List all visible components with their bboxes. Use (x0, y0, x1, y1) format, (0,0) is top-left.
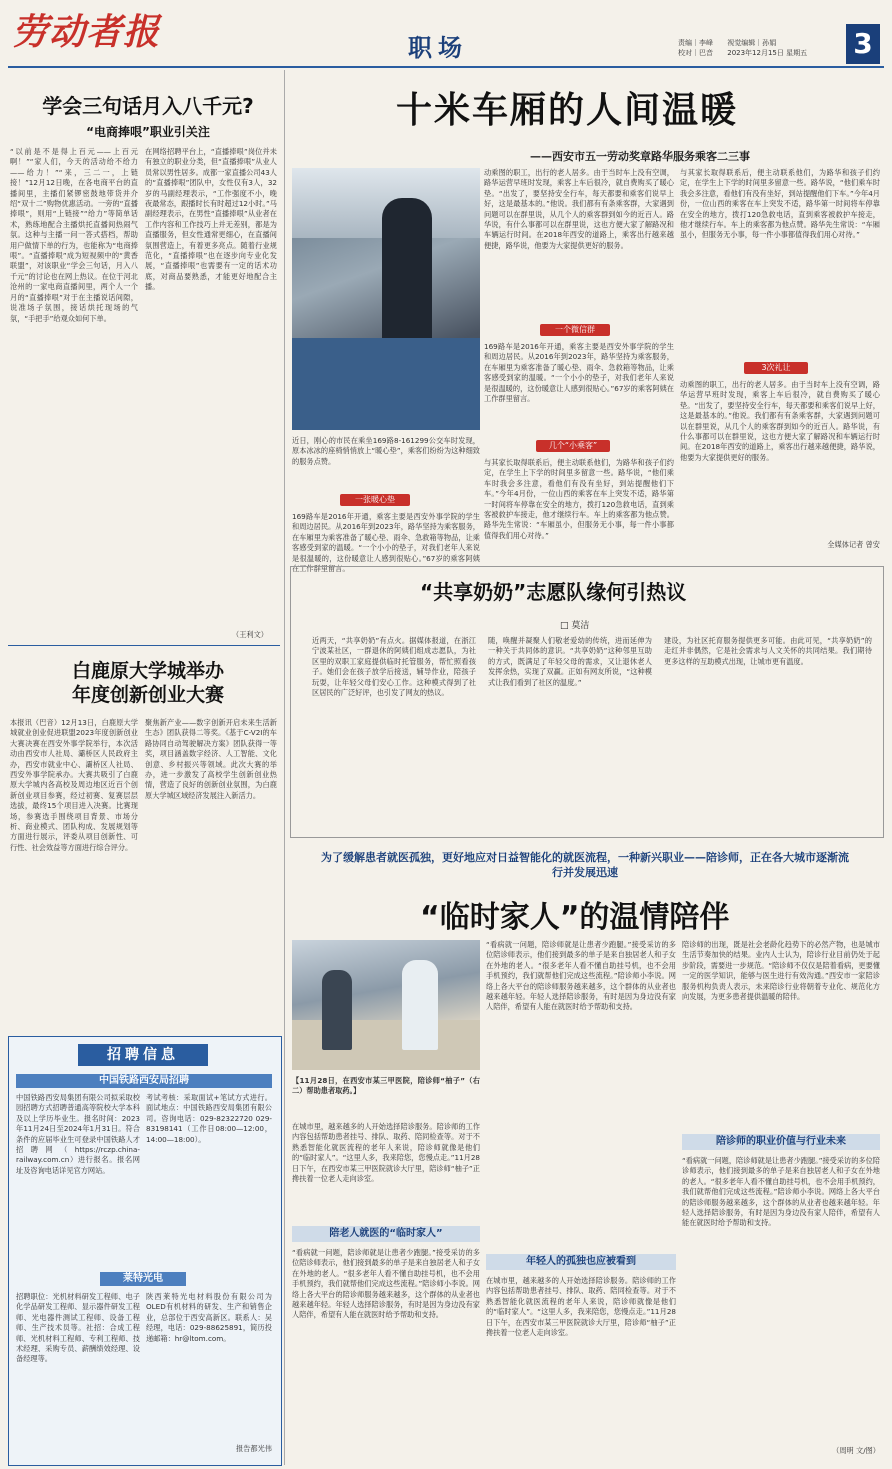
bottom-subhead-3: 陪诊师的职业价值与行业未来 (682, 1134, 880, 1150)
recruit-company2: 莱特光电 (100, 1272, 186, 1286)
top-story-col-a: 169路车是2016年开通，乘客主要是西安外事学院的学生和周边居民。从2016年到2023年，路华坚持为乘客服务，在车厢里为乘客准备了暖心垫、雨伞、急救箱等物品，让乘客感受到家的温暖。“一个小小的垫子，对我们老年人来说是很温暖的，这份暖意让人感到很贴心。”67岁的乘客阿姨在工作群里留言。 (292, 512, 480, 574)
vertical-divider (284, 70, 285, 1465)
masthead-credits: 责编｜李峰 视觉编辑｜孙娟 校对｜巴音 2023年12月15日 星期五 (678, 39, 808, 57)
bottom-story-col-a: 在城市里，越来越多的人开始选择陪诊服务。陪诊师的工作内容包括帮助患者挂号、排队、取药、陪同检查等。对于不熟悉智能化就医流程的老年人来说，陪诊师就像是他们的“临时家人”。“这里人多，我来陪您，您慢点走。”11月28日下午，在西安市某三甲医院就诊大厅里，陪诊师“柚子”正搀扶着一位老人走向诊室。 (292, 1122, 480, 1184)
recruit-body1: 中国铁路西安局集团有限公司拟采取校园招聘方式招聘普通高等院校大学本科及以上学历毕业生。报名时间：2023年11月24日至2024年1月31日。符合条件的应届毕业生可登录中国铁路人才招聘网（https://rczp.china-railway.com.cn）进行报名。报名网址及咨询电话详见官方网站。 (16, 1093, 140, 1175)
editor-name: 李峰 (699, 39, 713, 47)
left-story-body-col2: 在网络招聘平台上，“直播捧哏”岗位并未有独立的职业分类，但“直播捧哏”从业人员常以男性居多。成都一家直播公司43人的“直播捧哏”团队中，女性仅有3人，32岁的马副经理表示，“工作强度不小，晚夜最常态，跟播时长有时超过12小时。”马副经理表示，在男性“直播捧哏”从业者在工作内容和工作技巧上并无差别，都是为直播服务，但女性通常更细心，在直播间氛围营造上，有着更多亮点。随着行业规范化，“直播捧哏”也在逐步向专业化发展，“直播捧哏”也需要有一定的话术功底，对商品要熟悉，才能更好地配合主播。 (145, 147, 277, 292)
proof-label: 校对 (678, 49, 692, 57)
top-story-col-b3: 与其家长取得联系后，便主动联系他们，为路华和孩子们约定，在学生上下学的时间里多留意一些。路华说，“他们乘车时我会多注意，看他们有没有坐好，到站提醒他们下车。”今年4月份，一位山西的乘客在车上突发不适，路华第一时间将车停靠在安全的地方，拨打120急救电话，直到乘客被救护车接走，他才继续行车。车上的乘客都为他点赞。路华先生常说：“车厢虽小，但服务无小事，每一件小事都值得我们用心对待。” (484, 458, 674, 540)
proof-name: 巴音 (699, 49, 713, 57)
masthead-rule (8, 66, 884, 68)
top-story-col-b2: 169路车是2016年开通，乘客主要是西安外事学院的学生和周边居民。从2016年到2023年，路华坚持为乘客服务，在车厢里为乘客准备了暖心垫、雨伞、急救箱等物品，让乘客感受到家的温暖。“一个小小的垫子，对我们老年人来说是很温暖的，这份暖意让人感到很贴心。”67岁的乘客阿姨在工作群里留言。 (484, 342, 674, 404)
middle-story-col-a: 近两天，“共享奶奶”有点火。据媒体报道，在浙江宁波某社区，一群退休的阿姨们组成志愿队，为社区里的双职工家庭提供临时托管服务，帮忙照看孩子。她们会在孩子放学后接送，辅导作业，陪孩子玩耍，让年轻父母们安心工作。这种模式得到了社区居民的广泛好评，也引发了网友的热议。 (312, 636, 476, 698)
top-subhead-1: 一张暖心垫 (340, 494, 410, 506)
bus-photo (292, 168, 480, 430)
bottom-subhead-1: 陪老人就医的“临时家人” (292, 1226, 480, 1242)
left-story2-body-col2: 聚焦新产业——数字创新开启未来生活新生态》团队获得二等奖。《基于C-V2I的车路协同自动驾驶解决方案》团队获得一等奖，项目涵盖数字经济、人工智能、文化创意、乡村振兴等领域。此次大赛的举办，进一步激发了高校学生创新创业热情，营造了良好的创新创业氛围，为白鹿原大学城区域经济发展注入新活力。 (145, 718, 277, 800)
section-title: 职场 (408, 34, 468, 62)
left-story2-title-b: 年度创新创业大赛 (71, 684, 224, 706)
photo-person-1 (322, 970, 352, 1050)
photo-seats (292, 338, 480, 430)
top-story-caption: 近日，刚心的市民在乘坐169路8-161299公交车时发现，原本冰冰的座椅悄悄放上“暖心垫”，乘客们纷纷为这种细致的服务点赞。 (292, 436, 480, 466)
bottom-story-col-a2: “看病就一问题，陪诊师就是让患者少跑腿。”接受采访的多位陪诊师表示，他们接到最多的单子是来自独居老人和子女在外地的老人。“很多老年人看不懂自助挂号机，也不会用手机预约，我们就帮他们完成这些流程。”陪诊师小李说。网络上各大平台的陪诊师服务越来越多，这个群体的从业者也越来越年轻。年轻人选择陪诊服务，有时是因为身边没有家人陪伴，希望有人能在就医时给予帮助和支持。 (292, 1248, 480, 1320)
left-divider-1 (8, 645, 280, 646)
top-story-col-c2: 动乘图的职工，出行的老人居多。由于当时车上没有空调，路华运营早班时发现，乘客上车后很冷，就自费购买了暖心垫。“出发了，要坚持安全行车，每天都要和乘客们说早上好，这是最基本的。”他说。我们都有有条乘客群，大家遇到问题可以在群里说，从几个人的乘客群到如今的近百人。路华说，有什么事都可以在群里说，这也方便大家了解路况和车辆运行时间。在2018年西安的道路上，乘客出行越来越便捷，路华说，他要为大家提供更好的服务。 (680, 380, 880, 462)
photo-counter (292, 1020, 480, 1070)
recruit-body4: 陕西莱特光电材料股份有限公司为OLED有机材料的研发、生产和销售企业，总部位于西安高新区。联系人：吴经理，电话：029-88625891，简历投递邮箱：hr@ltom.com。 (146, 1292, 272, 1343)
bottom-story-col-c2: “看病就一问题，陪诊师就是让患者少跑腿。”接受采访的多位陪诊师表示，他们接到最多的单子是来自独居老人和子女在外地的老人。“很多老年人看不懂自助挂号机，也不会用手机预约，我们就帮他们完成这些流程。”陪诊师小李说。网络上各大平台的陪诊师服务越来越多，这个群体的从业者也越来越年轻。年轻人选择陪诊服务，有时是因为身边没有家人陪伴，希望有人能在就医时给予帮助和支持。 (682, 1156, 880, 1228)
left-story2-title-a: 白鹿原大学城举办 (71, 660, 224, 682)
recruit-company1: 中国铁路西安局招聘 (16, 1074, 272, 1088)
top-story-title: 十米车厢的人间温暖 (396, 90, 739, 131)
left-story-body-col1: “以前是不是得上百元——上百元啊！”“家人们，今天的活动给不给力——给力！”“来，三二一，上链接！”12月12日晚，在各电商平台的直播间里，主播们紧锣密鼓地带货并介绍“双十二”购物优惠活动。一旁的“直播捧哏”，则用“上链接”“给力”等简单话术，熟练地配合主播烘托直播间热闹气氛。这种与主播一问一答式搭档，帮助用户做情下单的行为，也能称为“电商捧哏”。“直播捧哏”成为短视频中的“黄香联盟”，对该职业“学会三句话，月入八千元”的讨论也在网上热议。在位于河北沧州的一家电商直播间里，两个人一个月的“直播捧哏”对于在主播说话间隙，说准场子氛围，接话烘托现场的气氛，“手把手”给观众如何下单。 (10, 147, 138, 323)
design-name: 孙娟 (762, 39, 777, 47)
bottom-story-byline: （周明 文/图） (832, 1446, 880, 1455)
bottom-story-col-c: 陪诊师的出现，既是社会老龄化趋势下的必然产物，也是城市生活节奏加快的结果。业内人士认为，陪诊行业目前仍处于起步阶段，需要进一步规范。“陪诊师不仅仅是陪着看病，更要懂一定的医学知识，能够与医生进行有效沟通。”西安市一家陪诊服务机构负责人表示，未来陪诊行业将朝着专业化、规范化方向发展，为更多患者提供温暖的陪伴。 (682, 940, 880, 1002)
middle-story-col-b: 随，唤醒并凝聚人们敬老爱幼的传统，进而延伸为一种关于共同体的意识。“共享奶奶”这种邻里互助的方式，既满足了年轻父母的需求，又让退休老人发挥余热，实现了双赢。正如有网友所说，“这种模式让我们看到了社区的温度。” (488, 636, 652, 687)
left-story-byline: （王利文） (232, 630, 268, 639)
page-number-box: 3 (846, 24, 880, 64)
editor-label: 责编 (678, 39, 692, 47)
bottom-story-title: “临时家人”的温情陪伴 (420, 900, 730, 935)
middle-story-col-c: 建设，为社区托育服务提供更多可能。由此可见，“共享奶奶”的走红并非偶然，它是社会需求与人文关怀的共同结果。我们期待更多这样的互助模式出现，让城市更有温度。 (664, 636, 872, 666)
middle-story-author: □ 莫洁 (560, 621, 590, 631)
bottom-story-caption: 【11月28日，在西安市某三甲医院，陪诊师“柚子”（右二）帮助患者取药。】 (292, 1076, 480, 1096)
photo-person-2 (402, 960, 438, 1050)
issue-date: 2023年12月15日 星期五 (727, 49, 808, 57)
recruit-header: 招聘信息 (78, 1044, 208, 1066)
bottom-story-lead: 为了缓解患者就医孤独，更好地应对日益智能化的就医流程，一种新兴职业——陪诊师，正在各大城市逐渐流行并发展迅速 (321, 851, 849, 879)
top-subhead-4: 3次礼让 (744, 362, 808, 374)
middle-story-title: “共享奶奶”志愿队缘何引热议 (420, 580, 687, 604)
recruit-body3: 招聘职位：光机材料研发工程师、电子化学品研发工程师、显示器件研发工程师、光电器件测试工程师、设备工程师、生产技术员等。社招：合成工程师、光机材料工程师、专利工程师、技术经理、采购专员、薪酬绩效经理、设备经理等。 (16, 1292, 140, 1364)
left-story-subtitle: “电商捧哏”职业引关注 (86, 125, 210, 139)
top-story-subtitle: ——西安市五一劳动奖章路华服务乘客二三事 (530, 150, 750, 163)
bottom-story-col-b2: 在城市里，越来越多的人开始选择陪诊服务。陪诊师的工作内容包括帮助患者挂号、排队、取药、陪同检查等。对于不熟悉智能化就医流程的老年人来说，陪诊师就像是他们的“临时家人”。“这里人多，我来陪您，您慢点走。”11月28日下午，在西安市某三甲医院就诊大厅里，陪诊师“柚子”正搀扶着一位老人走向诊室。 (486, 1276, 676, 1338)
recruit-body2: 考试考核：采取面试+笔试方式进行。面试地点：中国铁路西安局集团有限公司。咨询电话：029-82322720 029-83198141（工作日08:00—12:00，14:00—18:00）。 (146, 1093, 272, 1144)
bottom-story-col-b: “看病就一问题，陪诊师就是让患者少跑腿。”接受采访的多位陪诊师表示，他们接到最多的单子是来自独居老人和子女在外地的老人。“很多老年人看不懂自助挂号机，也不会用手机预约，我们就帮他们完成这些流程。”陪诊师小李说。网络上各大平台的陪诊师服务越来越多，这个群体的从业者也越来越年轻。年轻人选择陪诊服务，有时是因为身边没有家人陪伴，希望有人能在就医时给予帮助和支持。 (486, 940, 676, 1012)
top-subhead-3: 几个“小乘客” (536, 440, 610, 452)
masthead-logo: 劳动者报 (12, 11, 161, 53)
left-story2-body-col1: 本报讯（巴音）12月13日，白鹿原大学城就业创业促进联盟2023年度创新创业大赛决赛在西安外事学院举行，本次活动由西安市人社局、灞桥区人民政府主办，西安市就业中心、灞桥区人社局、西安外事学院承办。大赛共吸引了白鹿原大学城内各高校及周边地区近百个创新创业项目参赛，经过初赛、复赛层层选拔，最终15个项目进入决赛。比赛现场，参赛选手围绕项目背景、市场分析、商业模式、团队构成、发展规划等方面进行展示，评委从项目创新性、可行性、社会效益等方面进行综合评分。 (10, 718, 138, 852)
top-story-byline: 全媒体记者 曾安 (827, 540, 880, 549)
top-subhead-2: 一个微信群 (540, 324, 610, 336)
left-story-title: 学会三句话月入八千元? (42, 94, 254, 118)
bottom-subhead-2: 年轻人的孤独也应被看到 (486, 1254, 676, 1270)
top-story-col-b: 动乘图的职工，出行的老人居多。由于当时车上没有空调，路华运营早班时发现，乘客上车后很冷，就自费购买了暖心垫。“出发了，要坚持安全行车，每天都要和乘客们说早上好，这是最基本的。”他说。我们都有有条乘客群，大家遇到问题可以在群里说，从几个人的乘客群到如今的近百人。路华说，有什么事都可以在群里说，这也方便大家了解路况和车辆运行时间。在2018年西安的道路上，乘客出行越来越便捷，路华说，他要为大家提供更好的服务。 (484, 168, 674, 250)
hospital-photo (292, 940, 480, 1070)
recruit-footer: 报告都光伟 (236, 1444, 272, 1453)
top-story-col-c: 与其家长取得联系后，便主动联系他们，为路华和孩子们约定，在学生上下学的时间里多留意一些。路华说，“他们乘车时我会多注意，看他们有没有坐好，到站提醒他们下车。”今年4月份，一位山西的乘客在车上突发不适，路华第一时间将车停靠在安全的地方，拨打120急救电话，直到乘客被救护车接走，他才继续行车。车上的乘客都为他点赞。路华先生常说：“车厢虽小，但服务无小事，每一件小事都值得我们用心对待。” (680, 168, 880, 240)
design-label: 视觉编辑 (727, 39, 756, 47)
